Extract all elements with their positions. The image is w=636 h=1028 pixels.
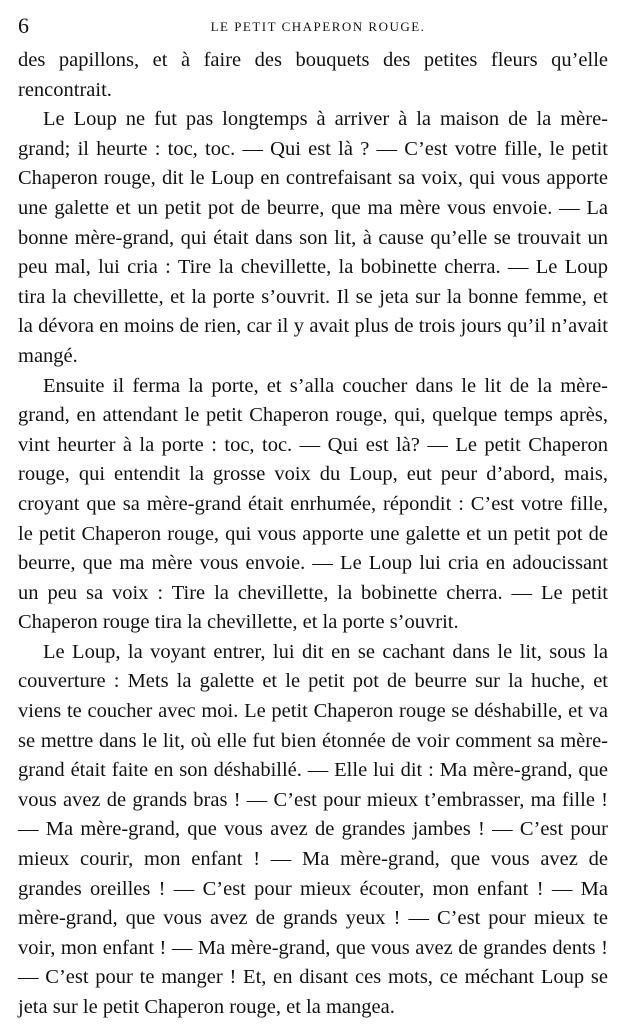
paragraph-wolf-arrives: Le Loup ne fut pas longtemps à arriver à la maison de la mère-grand; il heurte : toc, toc. — Qui est là ? — C’est votre fille, le petit Chaperon rouge, dit le Loup en contrefaisant sa voix, qui vous apporte une galette et un petit pot de beurre, que ma mère vous envoie. — La bonne mère-grand, qui était dans son lit, à cause qu’elle se trouvait un peu mal, lui cria : Tire la chevillette, la bobinette cherra. — Le Loup tira la chevillette, et la porte s’ouvrit. Il se jeta sur la bonne femme, et la dévora en moins de rien, car il y avait plus de trois jours qu’il n’avait mangé. — [18, 108, 608, 367]
running-title: LE PETIT CHAPERON ROUGE. — [210, 19, 426, 34]
paragraph-red-riding-hood-knocks: Ensuite il ferma la porte, et s’alla coucher dans le lit de la mère-grand, en attendant le petit Chaperon rouge, qui, quelque temps après, vint heurter à la porte : toc, toc. — Qui est là? — Le petit Chaperon rouge, qui entendit la grosse voix du Loup, eut peur d’abord, mais, croyant que sa mère-grand était enrhumée, répondit : C’est votre fille, le petit Chaperon rouge, qui vous apporte une galette et un petit pot de beurre, que ma mère vous envoie. — Le Loup lui cria en adoucissant un peu sa voix : Tire la chevillette, la bobinette cherra. — Le petit Chaperon rouge tira la chevillette, et la porte s’ouvrit. — [18, 374, 608, 634]
body-text — [18, 46, 608, 1023]
paragraph-wolf-devours: Le Loup, la voyant entrer, lui dit en se cachant dans le lit, sous la couverture : Mets la galette et le petit pot de beurre sur la huche, et viens te coucher avec moi. Le petit Chaperon rouge se déshabille, et va se mettre dans le lit, où elle fut bien étonnée de voir comment sa mère-grand était faite en son déshabillé. — Elle lui dit : Ma mère-grand, que vous avez de grands bras ! — C’est pour mieux t’embrasser, ma fille ! — Ma mère-grand, que vous avez de grandes jambes ! — C’est pour mieux courir, mon enfant ! — Ma mère-grand, que vous avez de grandes oreilles ! — C’est pour mieux écouter, mon enfant ! — Ma mère-grand, que vous avez de grands yeux ! — C’est pour mieux te voir, mon enfant ! — Ma mère-grand, que vous avez de grandes dents ! — C’est pour te manger ! Et, en disant ces mots, ce méchant Loup se jeta sur le petit Chaperon rouge, et la mangea. — [18, 640, 608, 1018]
page-number: 6 — [18, 13, 29, 38]
page-header — [18, 12, 618, 40]
paragraph-continuation: des papillons, et à faire des bouquets des petites fleurs qu’elle rencontrait. — [18, 49, 608, 101]
